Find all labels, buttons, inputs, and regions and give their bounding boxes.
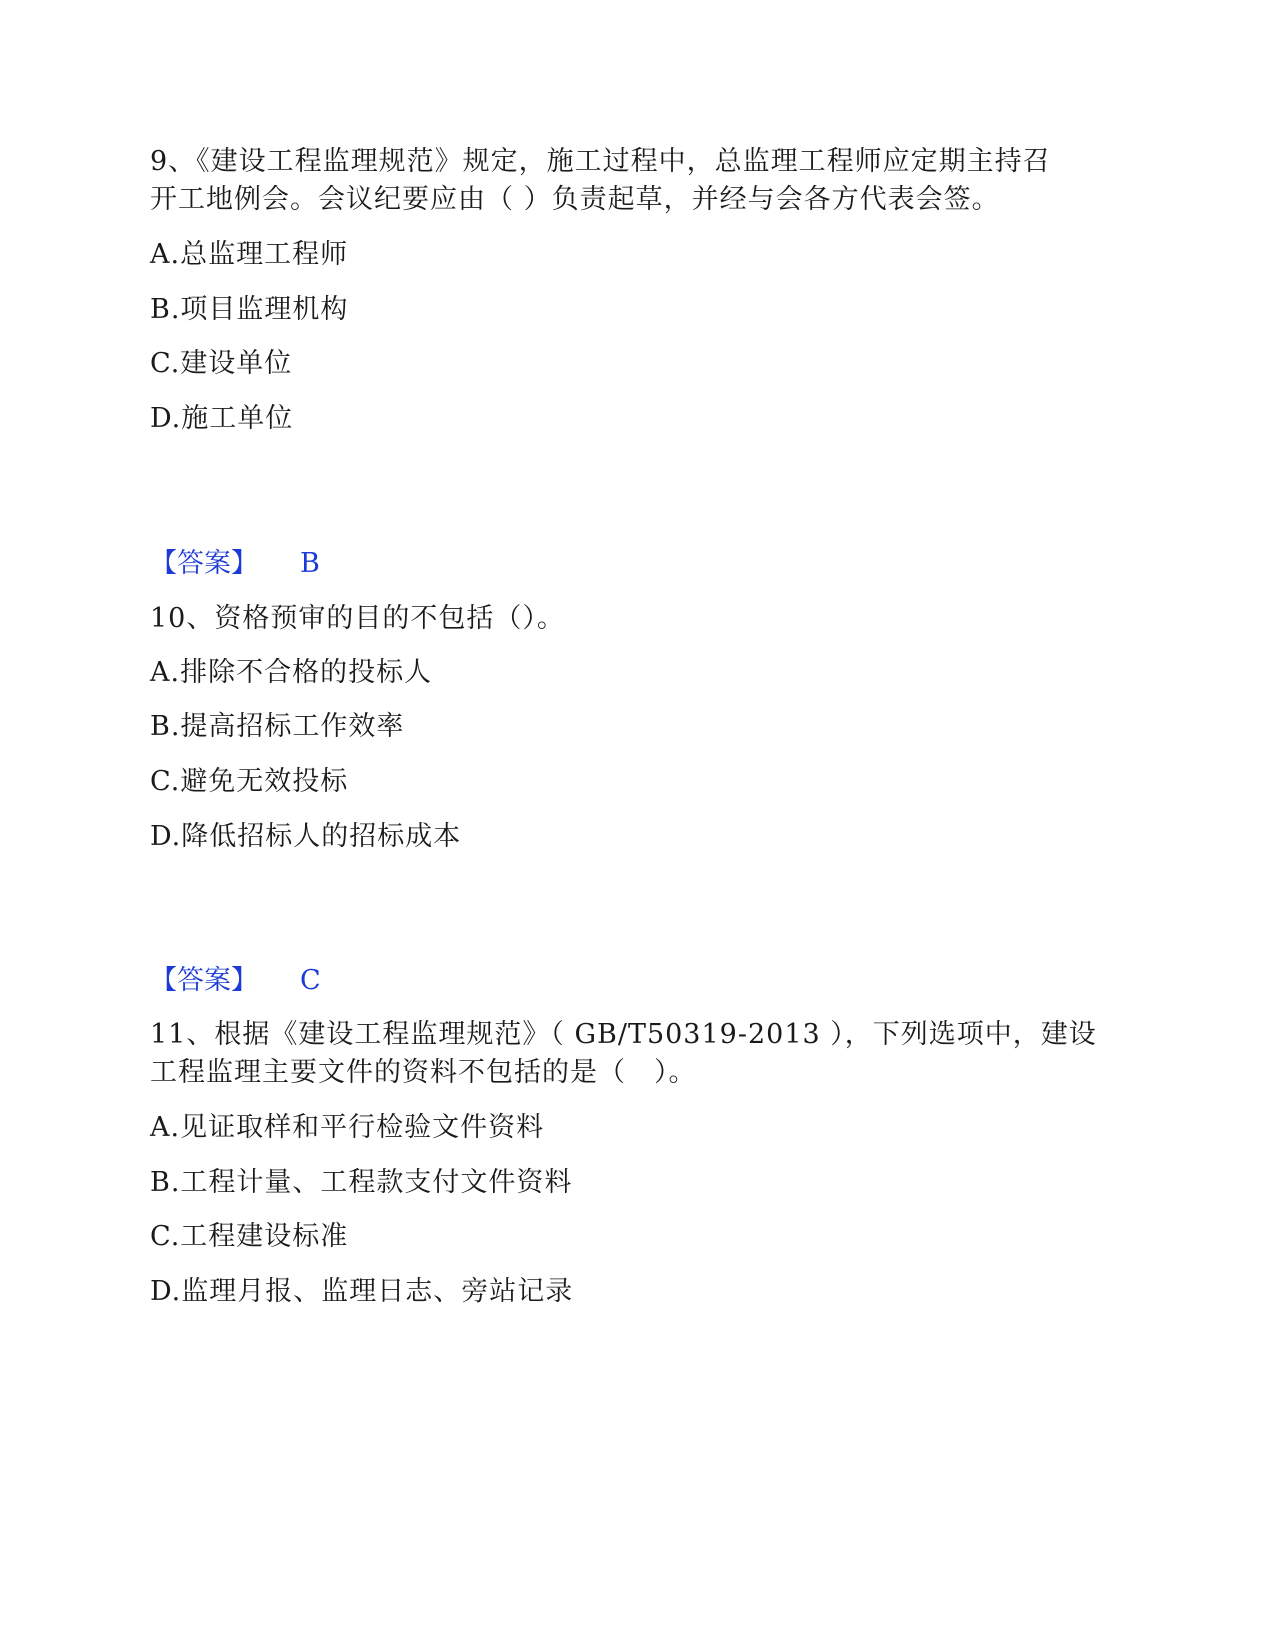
question-10-option-d: D.降低招标人的招标成本 xyxy=(150,821,462,852)
question-10-answer xyxy=(150,961,321,1001)
answer-tag: 【答案】 xyxy=(150,548,258,579)
answer-tag: 【答案】 xyxy=(150,965,258,996)
question-11-option-a: A.见证取样和平行检验文件资料 xyxy=(150,1112,545,1143)
question-9-option-d: D.施工单位 xyxy=(150,403,294,434)
answer-value: C xyxy=(300,965,321,996)
question-10-option-a: A.排除不合格的投标人 xyxy=(150,657,433,688)
question-11-option-d: D.监理月报、监理日志、旁站记录 xyxy=(150,1276,574,1307)
question-9-option-c: C.建设单位 xyxy=(150,348,293,379)
question-11-stem-line-1: 11、根据《建设工程监理规范》（ GB/T50319-2013 ），下列选项中，建设 xyxy=(150,1019,1097,1050)
question-11-option-b: B.工程计量、工程款支付文件资料 xyxy=(150,1167,573,1198)
question-9-option-a: A.总监理工程师 xyxy=(150,239,349,270)
question-10-option-c: C.避免无效投标 xyxy=(150,766,349,797)
question-11-option-c: C.工程建设标准 xyxy=(150,1221,349,1252)
answer-value: B xyxy=(300,548,320,579)
question-9-answer xyxy=(150,544,320,584)
question-9-option-b: B.项目监理机构 xyxy=(150,294,349,325)
question-10-option-b: B.提高招标工作效率 xyxy=(150,711,405,742)
question-10-stem-line-1: 10、资格预审的目的不包括（）。 xyxy=(150,603,565,634)
question-11-stem-line-2: 工程监理主要文件的资料不包括的是（ ）。 xyxy=(150,1057,697,1088)
question-9-stem-line-1: 9、《建设工程监理规范》规定，施工过程中，总监理工程师应定期主持召 xyxy=(150,146,1051,177)
question-9-stem-line-2: 开工地例会。会议纪要应由（ ）负责起草，并经与会各方代表会签。 xyxy=(150,184,1000,215)
